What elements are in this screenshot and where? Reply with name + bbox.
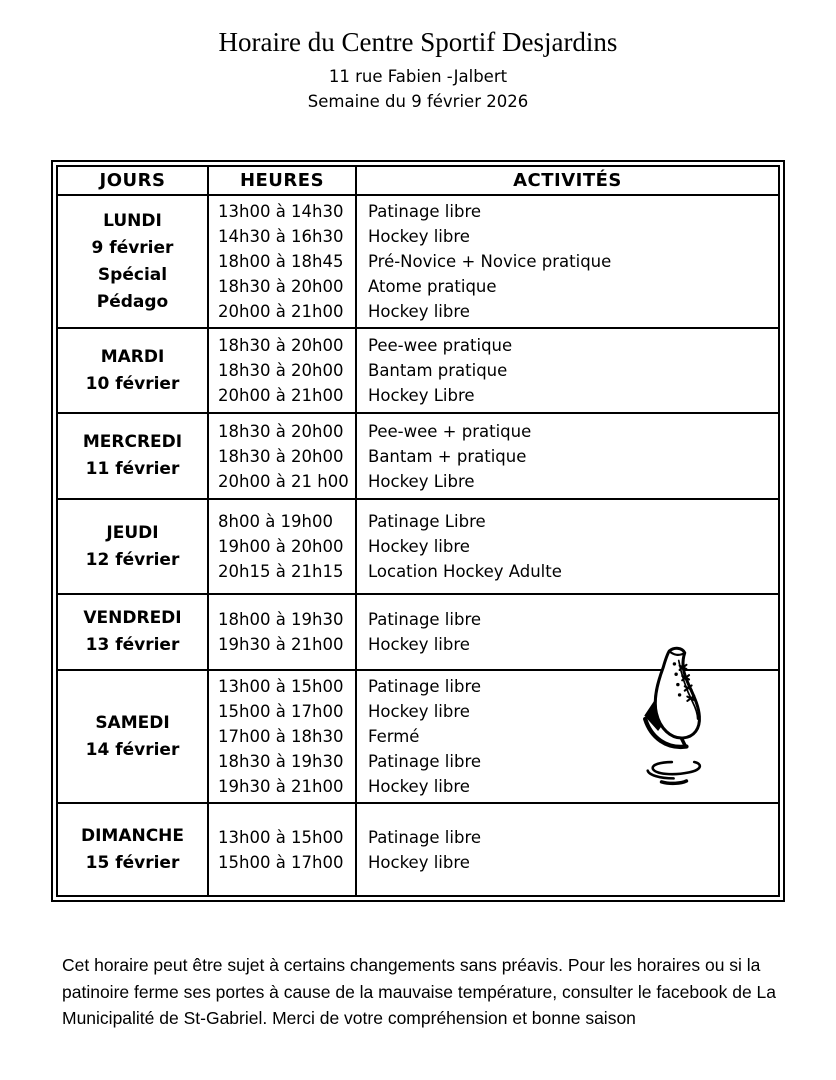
activity-line: Hockey libre <box>368 537 470 556</box>
day-line: 13 février <box>85 635 180 655</box>
activity-line: Location Hockey Adulte <box>368 562 562 581</box>
column-header-activites: ACTIVITÉS <box>356 166 779 195</box>
day-line: MARDI <box>100 346 165 367</box>
activity-line: Hockey libre <box>368 227 470 246</box>
day-cell <box>57 195 208 328</box>
time-line: 13h00 à 15h00 <box>218 827 344 847</box>
column-header-jours: JOURS <box>57 166 208 195</box>
time-line: 8h00 à 19h00 <box>218 512 334 531</box>
time-line: 18h30 à 20h00 <box>218 277 344 296</box>
day-cell <box>57 594 208 670</box>
hours-cell <box>208 413 356 499</box>
activity-line: Atome pratique <box>368 277 497 296</box>
activity-line: Bantam + pratique <box>368 446 527 466</box>
activity-line: Hockey libre <box>368 852 470 872</box>
time-line: 18h00 à 19h30 <box>218 610 344 629</box>
schedule-body <box>57 195 779 896</box>
table-row <box>57 413 779 499</box>
time-line: 18h30 à 20h00 <box>218 446 344 466</box>
activity-line: Hockey Libre <box>368 386 475 405</box>
activity-line: Patinage libre <box>368 827 482 847</box>
hours-cell <box>208 328 356 413</box>
activity-line: Hockey libre <box>368 702 470 721</box>
activity-line: Pré-Novice + Novice pratique <box>368 252 612 271</box>
table-row <box>57 499 779 594</box>
day-line: 14 février <box>85 739 180 760</box>
day-cell <box>57 499 208 594</box>
activities-cell <box>356 499 779 594</box>
activities-cell <box>356 413 779 499</box>
hours-cell <box>208 499 356 594</box>
day-cell <box>57 670 208 803</box>
day-line: Spécial Pédago <box>96 264 169 312</box>
time-line: 13h00 à 14h30 <box>218 202 344 221</box>
schedule-table <box>56 165 780 897</box>
address-line: 11 rue Fabien -Jalbert <box>328 67 508 86</box>
activities-cell <box>356 195 779 328</box>
day-line: VENDREDI <box>83 608 182 628</box>
activity-line: Patinage libre <box>368 202 482 221</box>
activity-line: Patinage libre <box>368 752 482 771</box>
page-title: Horaire du Centre Sportif Desjardins <box>218 27 618 57</box>
day-cell <box>57 803 208 896</box>
footer-note: Cet horaire peut être sujet à certains changements sans préavis. Pour les horaires ou si la patinoire ferme ses portes à cause de la mauvaise température, consulter le facebook de La Municipalité de St-Gabriel. Merci de votre compréhension et bonne saison <box>62 955 777 1028</box>
hours-cell <box>208 594 356 670</box>
activity-line: Patinage Libre <box>368 512 486 531</box>
week-line: Semaine du 9 février 2026 <box>307 92 529 111</box>
day-line: 15 février <box>85 852 180 873</box>
time-line: 15h00 à 17h00 <box>218 702 344 721</box>
time-line: 18h00 à 18h45 <box>218 252 344 271</box>
day-line: 10 février <box>85 373 180 394</box>
document-header <box>0 26 836 114</box>
activity-line: Patinage libre <box>368 677 482 696</box>
hours-cell <box>208 670 356 803</box>
activity-line: Bantam pratique <box>368 361 508 380</box>
time-line: 18h30 à 20h00 <box>218 336 344 355</box>
activity-line: Pee-wee + pratique <box>368 421 532 441</box>
hours-cell <box>208 803 356 896</box>
activities-cell <box>356 803 779 896</box>
activity-line: Hockey libre <box>368 302 470 321</box>
day-line: SAMEDI <box>95 712 170 733</box>
time-line: 18h30 à 19h30 <box>218 752 344 771</box>
time-line: 19h30 à 21h00 <box>218 635 344 654</box>
time-line: 20h00 à 21h00 <box>218 386 344 405</box>
time-line: 18h30 à 20h00 <box>218 421 344 441</box>
table-row <box>57 803 779 896</box>
time-line: 19h30 à 21h00 <box>218 777 344 796</box>
column-header-heures: HEURES <box>208 166 356 195</box>
ice-skate-icon <box>631 645 723 787</box>
hours-cell <box>208 195 356 328</box>
activity-line: Hockey libre <box>368 777 470 796</box>
activity-line: Pee-wee pratique <box>368 336 513 355</box>
time-line: 18h30 à 20h00 <box>218 361 344 380</box>
time-line: 17h00 à 18h30 <box>218 727 344 746</box>
day-line: 12 février <box>85 549 180 570</box>
schedule-table-head <box>57 166 779 195</box>
table-row <box>57 328 779 413</box>
day-line: DIMANCHE <box>80 825 185 846</box>
time-line: 13h00 à 15h00 <box>218 677 344 696</box>
header-row <box>57 166 779 195</box>
day-line: MERCREDI <box>82 432 183 452</box>
activity-line: Hockey libre <box>368 635 470 654</box>
day-cell <box>57 328 208 413</box>
activity-line: Hockey Libre <box>368 471 475 491</box>
time-line: 14h30 à 16h30 <box>218 227 344 246</box>
activities-cell <box>356 328 779 413</box>
day-line: 11 février <box>85 459 180 479</box>
table-row <box>57 195 779 328</box>
day-line: LUNDI <box>103 210 162 231</box>
activity-line: Patinage libre <box>368 610 482 629</box>
schedule-table-frame <box>51 160 785 902</box>
time-line: 20h15 à 21h15 <box>218 562 344 581</box>
time-line: 20h00 à 21h00 <box>218 302 344 321</box>
activity-line: Fermé <box>368 727 420 746</box>
day-line: JEUDI <box>106 522 159 543</box>
day-line: 9 février <box>91 237 174 258</box>
day-cell <box>57 413 208 499</box>
time-line: 19h00 à 20h00 <box>218 537 344 556</box>
time-line: 15h00 à 17h00 <box>218 852 344 872</box>
time-line: 20h00 à 21 h00 <box>218 471 349 491</box>
